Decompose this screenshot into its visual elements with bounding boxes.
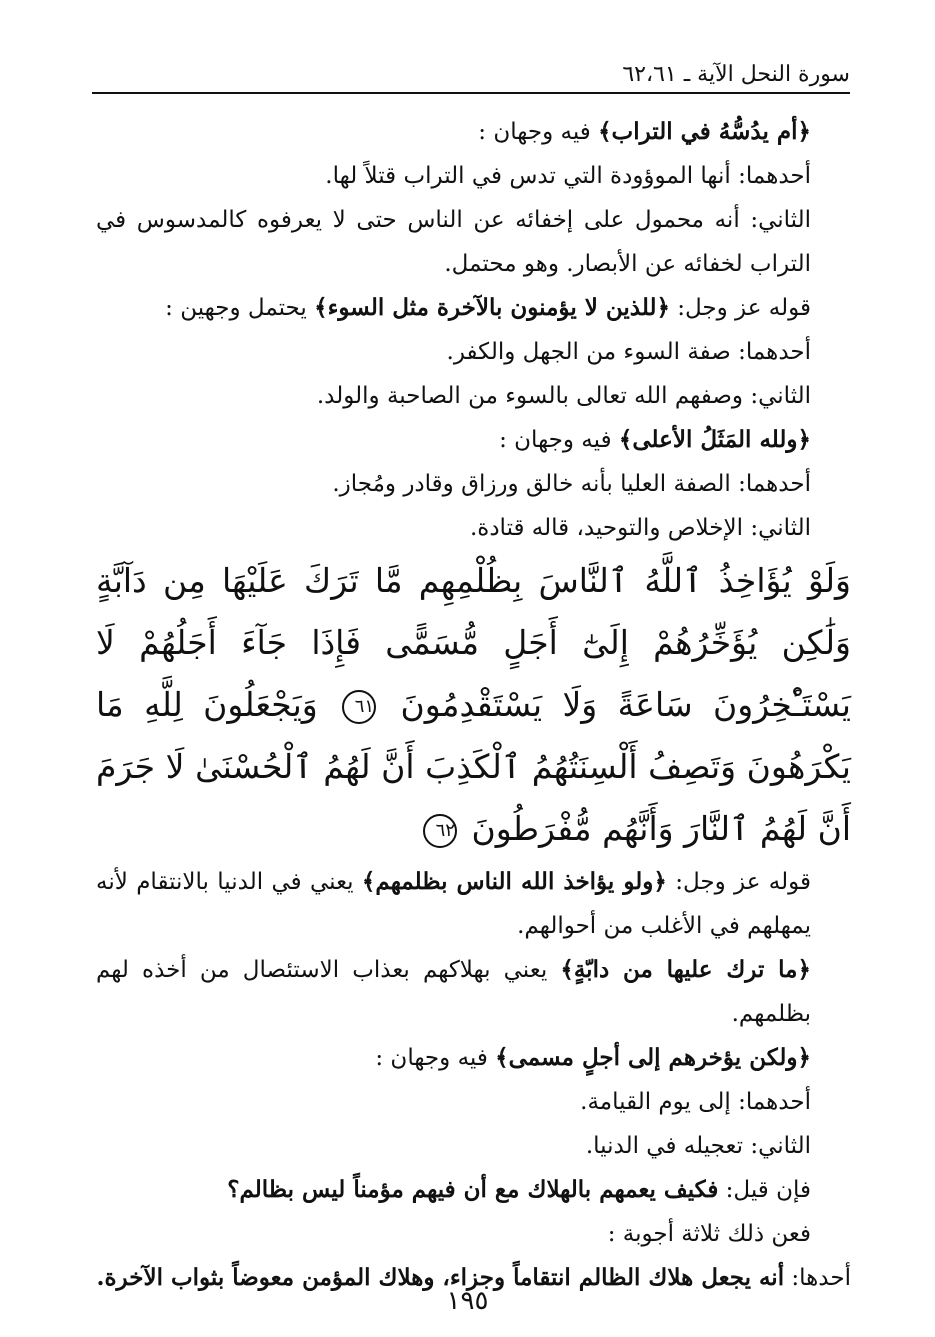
paragraph: فعن ذلك ثلاثة أجوبة : — [607, 1221, 811, 1247]
paragraph — [96, 1168, 851, 1212]
paragraph-text: قوله عز وجل: — [669, 295, 811, 321]
paragraph-text: فيه وجهان : — [499, 427, 619, 453]
quran-quote: ﴿ولكن يؤخرهم إلى أجلٍ مسمى﴾ — [495, 1044, 811, 1071]
quran-verse-text: وَلَوْ يُؤَاخِذُ ٱللَّهُ ٱلنَّاسَ بِظُلْمِهِم مَّا تَرَكَ عَلَيْهَا مِن دَآبَّةٍ وَلَٰكِن يُؤَخِّرُهُمْ إِلَىٰٓ أَجَلٍ مُّسَمًّى فَإِذَا جَآءَ أَجَلُهُمْ لَا يَسْتَـْٔخِرُونَ سَاعَةً وَلَا يَسْتَقْدِمُونَ — [96, 561, 851, 724]
quran-verses-block — [96, 550, 851, 860]
page-body — [96, 110, 851, 1300]
paragraph: أحدهما: إلى يوم القيامة. — [580, 1089, 811, 1115]
paragraph: الثاني: وصفهم الله تعالى بالسوء من الصاحبة والولد. — [316, 383, 811, 409]
quran-quote: ﴿ولو يؤاخذ الله الناس بظلمهم﴾ — [361, 868, 667, 895]
paragraph: الثاني: تعجيله في الدنيا. — [585, 1133, 811, 1159]
paragraph — [96, 1036, 851, 1080]
page-number: ١٩٥ — [446, 1286, 489, 1316]
bold-question: فكيف يعمهم بالهلاك مع أن فيهم مؤمناً ليس بظالم؟ — [227, 1176, 719, 1203]
paragraph-text: أحدها: — [784, 1265, 851, 1291]
bold-answer: أنه يجعل هلاك الظالم انتقاماً وجزاء، وهلاك المؤمن معوضاً بثواب الآخرة. — [96, 1264, 785, 1291]
paragraph — [96, 286, 851, 330]
paragraph — [96, 110, 851, 154]
paragraph-text: يعني في الدنيا بالانتقام لأنه يمهلهم في الأغلب من أحوالهم. — [96, 869, 811, 939]
paragraph-text: فإن قيل: — [718, 1177, 811, 1203]
paragraph: أحدهما: صفة السوء من الجهل والكفر. — [446, 339, 811, 365]
paragraph-text: فيه وجهان : — [478, 119, 599, 145]
ayah-number-marker: ٦١ — [342, 690, 376, 724]
paragraph — [96, 860, 851, 948]
paragraph: أحدهما: أنها الموؤودة التي تدس في التراب قتلاً لها. — [325, 163, 811, 189]
quran-quote: ﴿ولله المَثَلُ الأعلى﴾ — [618, 426, 811, 453]
header-title: سورة النحل الآية ـ ٦٢،٦١ — [622, 62, 850, 87]
paragraph — [96, 418, 851, 462]
quran-quote: ﴿ما ترك عليها من دابّةٍ﴾ — [560, 956, 811, 983]
ayah-number-marker: ٦٢ — [423, 814, 457, 848]
paragraph — [96, 948, 851, 1036]
paragraph-text: قوله عز وجل: — [666, 869, 812, 895]
paragraph-text: يعني بهلاكهم بعذاب الاستئصال من أخذه لهم بظلمهم. — [96, 957, 811, 1027]
paragraph: الثاني: أنه محمول على إخفائه عن الناس حتى لا يعرفوه كالمدسوس في التراب لخفائه عن الأبصار. وهو محتمل. — [96, 207, 811, 277]
quran-verse-text: وَيَجْعَلُونَ لِلَّهِ مَا يَكْرَهُونَ وَتَصِفُ أَلْسِنَتُهُمُ ٱلْكَذِبَ أَنَّ لَهُمُ ٱلْحُسْنَىٰ لَا جَرَمَ أَنَّ لَهُمُ ٱلنَّارَ وَأَنَّهُم مُّفْرَطُونَ — [96, 685, 851, 848]
paragraph-text: فيه وجهان : — [375, 1045, 496, 1071]
quran-quote: ﴿للذين لا يؤمنون بالآخرة مثل السوء﴾ — [314, 294, 670, 321]
running-header — [92, 58, 850, 94]
paragraph: أحدهما: الصفة العليا بأنه خالق ورزاق وقادر ومُجاز. — [332, 471, 811, 497]
paragraph-text: يحتمل وجهين : — [165, 295, 315, 321]
paragraph: الثاني: الإخلاص والتوحيد، قاله قتادة. — [469, 515, 811, 541]
quran-quote: ﴿أم يدُسُّهُ في التراب﴾ — [598, 118, 811, 145]
